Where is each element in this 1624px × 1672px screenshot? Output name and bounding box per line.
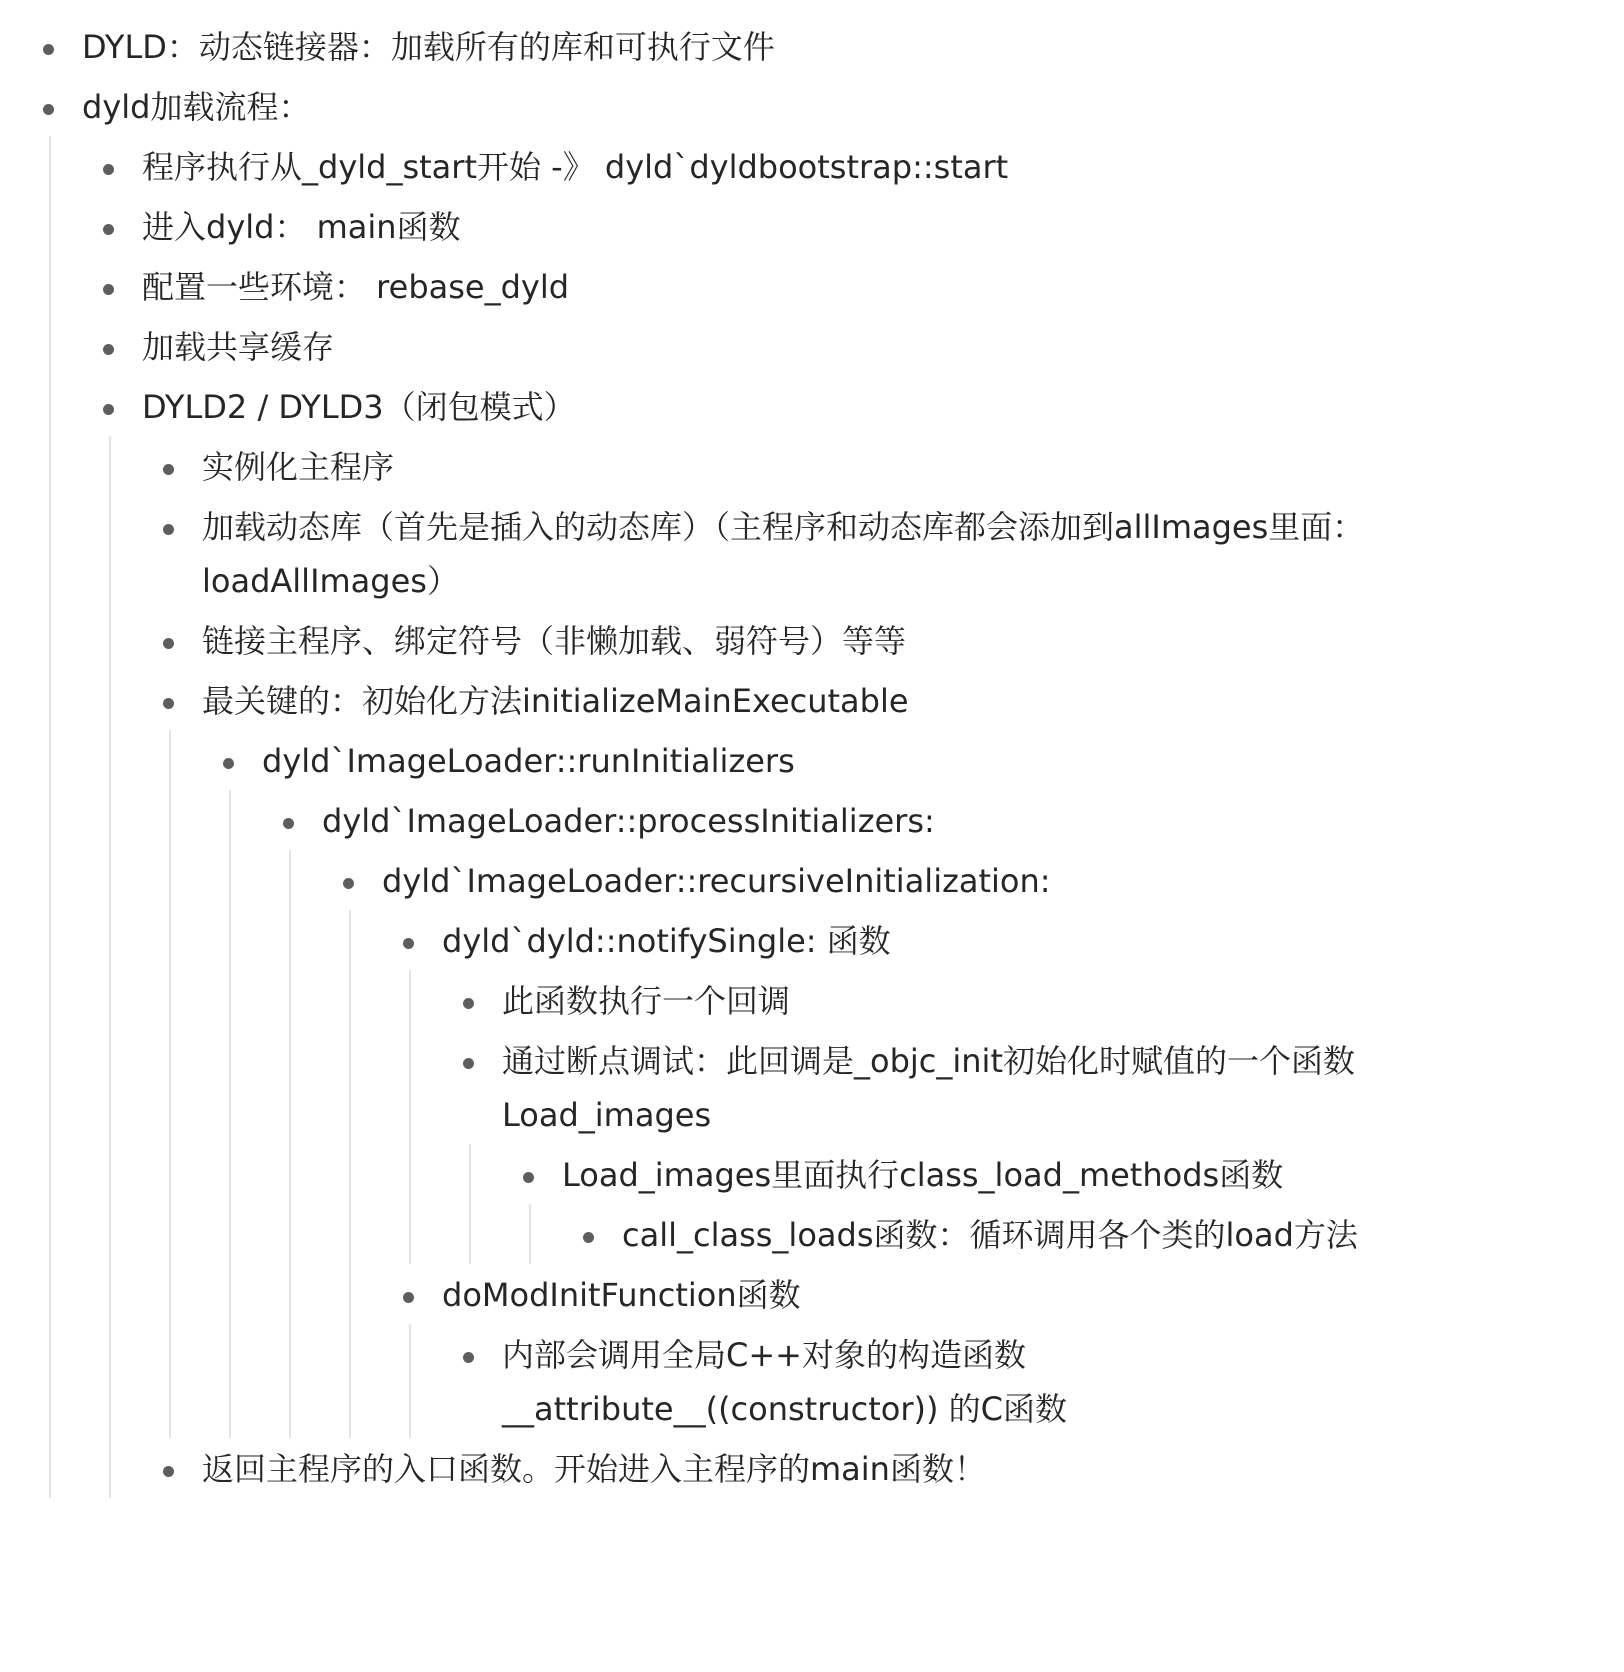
outline-item-text: DYLD2 / DYLD3（闭包模式）: [142, 388, 576, 426]
outline-item-text: dyld`ImageLoader::recursiveInitialization:: [382, 862, 1051, 900]
outline-item: [0, 436, 1624, 496]
outline-item: [0, 910, 1624, 1264]
outline-row: [0, 76, 1424, 136]
outline-item-text: 进入dyld： main函数: [142, 208, 461, 246]
outline-item: [0, 376, 1624, 1498]
bullet-icon: [283, 818, 294, 829]
bullet-icon: [43, 104, 54, 115]
outline-children: [0, 730, 1624, 1438]
outline-item-text: dyld`ImageLoader::processInitializers:: [322, 802, 935, 840]
outline-row: [0, 1324, 1424, 1438]
outline-item-text: 加载动态库（首先是插入的动态库）（主程序和动态库都会添加到allImages里面：loadAllImages）: [202, 508, 1365, 600]
outline-row: [0, 16, 1424, 76]
bullet-icon: [43, 44, 54, 55]
outline-item: [0, 790, 1624, 1438]
outline-row: [0, 1144, 1424, 1204]
outline-item-text: doModInitFunction函数: [442, 1276, 801, 1314]
top-spacing: [0, 0, 1624, 16]
outline-item-text: 链接主程序、绑定符号（非懒加载、弱符号）等等: [202, 622, 907, 660]
outline-row: [0, 1438, 1424, 1498]
outline-row: [0, 136, 1424, 196]
outline-row: [0, 496, 1424, 610]
outline-row: [0, 970, 1424, 1030]
outline-item-text: DYLD：动态链接器：加载所有的库和可执行文件: [82, 28, 775, 66]
outline-item: [0, 196, 1624, 256]
outline-item-text: 配置一些环境： rebase_dyld: [142, 268, 570, 306]
outline-item: [0, 1264, 1624, 1438]
bullet-icon: [163, 638, 174, 649]
outline-item-text: dyld`dyld::notifySingle: 函数: [442, 922, 891, 960]
outline-item: [0, 1144, 1624, 1264]
outline-children: [0, 910, 1624, 1438]
bullet-icon: [223, 758, 234, 769]
bullet-icon: [103, 344, 114, 355]
bullet-icon: [463, 1352, 474, 1363]
bullet-icon: [163, 524, 174, 535]
outline-item: [0, 1030, 1624, 1264]
outline-item: [0, 256, 1624, 316]
outline-row: [0, 850, 1424, 910]
outline-row: [0, 1030, 1424, 1144]
outline-item-text: dyld加载流程：: [82, 88, 311, 126]
outline-item-text: call_class_loads函数：循环调用各个类的load方法: [622, 1216, 1358, 1254]
outline-item-text: 加载共享缓存: [142, 328, 335, 366]
outline-item-text: Load_images里面执行class_load_methods函数: [562, 1156, 1284, 1194]
outline-row: [0, 316, 1424, 376]
outline-item: [0, 316, 1624, 376]
outline-item: [0, 16, 1624, 76]
outline-item: [0, 970, 1624, 1030]
outline-item: [0, 496, 1624, 610]
outline-row: [0, 670, 1424, 730]
outline-row: [0, 790, 1424, 850]
bullet-icon: [103, 224, 114, 235]
outline-item-text: 实例化主程序: [202, 448, 395, 486]
bullet-icon: [463, 998, 474, 1009]
outline-item-text: 内部会调用全局C++对象的构造函数 __attribute__((constructor)) 的C函数: [502, 1336, 1068, 1428]
outline-item: [0, 76, 1624, 1498]
outline-children: [0, 850, 1624, 1438]
outline-children: [0, 1204, 1624, 1264]
bullet-icon: [163, 698, 174, 709]
outline-item-text: 返回主程序的入口函数。开始进入主程序的main函数！: [202, 1450, 986, 1488]
outline-row: [0, 1204, 1424, 1264]
outline-item-text: 通过断点调试：此回调是_objc_init初始化时赋值的一个函数 Load_images: [502, 1042, 1355, 1134]
outline-item: [0, 670, 1624, 1438]
bullet-icon: [103, 164, 114, 175]
outline-item: [0, 1204, 1624, 1264]
outline-children: [0, 436, 1624, 1498]
outline-item-text: dyld`ImageLoader::runInitializers: [262, 742, 795, 780]
outline-children: [0, 790, 1624, 1438]
bullet-icon: [103, 404, 114, 415]
outline-row: [0, 436, 1424, 496]
outline-item-text: 程序执行从_dyld_start开始 -》 dyld`dyldbootstrap::start: [142, 148, 1009, 186]
bullet-icon: [163, 464, 174, 475]
outline-item: [0, 850, 1624, 1438]
bullet-icon: [403, 1292, 414, 1303]
outline-children: [0, 136, 1624, 1498]
outline-children: [0, 1144, 1624, 1264]
outline-item-text: 此函数执行一个回调: [502, 982, 791, 1020]
outline-row: [0, 910, 1424, 970]
outline-row: [0, 1264, 1424, 1324]
bullet-icon: [343, 878, 354, 889]
bullet-icon: [103, 284, 114, 295]
outline-children: [0, 970, 1624, 1264]
outline-item: [0, 136, 1624, 196]
bullet-icon: [163, 1466, 174, 1477]
outline-item: [0, 1438, 1624, 1498]
outline-row: [0, 376, 1424, 436]
bullet-icon: [403, 938, 414, 949]
outline-row: [0, 610, 1424, 670]
outline-row: [0, 730, 1424, 790]
bullet-icon: [463, 1058, 474, 1069]
bullet-icon: [583, 1232, 594, 1243]
outline-item-text: 最关键的：初始化方法initializeMainExecutable: [202, 682, 909, 720]
outline-item: [0, 610, 1624, 670]
outline-item: [0, 730, 1624, 1438]
outline-children: [0, 1324, 1624, 1438]
outline-row: [0, 256, 1424, 316]
outline-row: [0, 196, 1424, 256]
outline-item: [0, 1324, 1624, 1438]
bullet-icon: [523, 1172, 534, 1183]
